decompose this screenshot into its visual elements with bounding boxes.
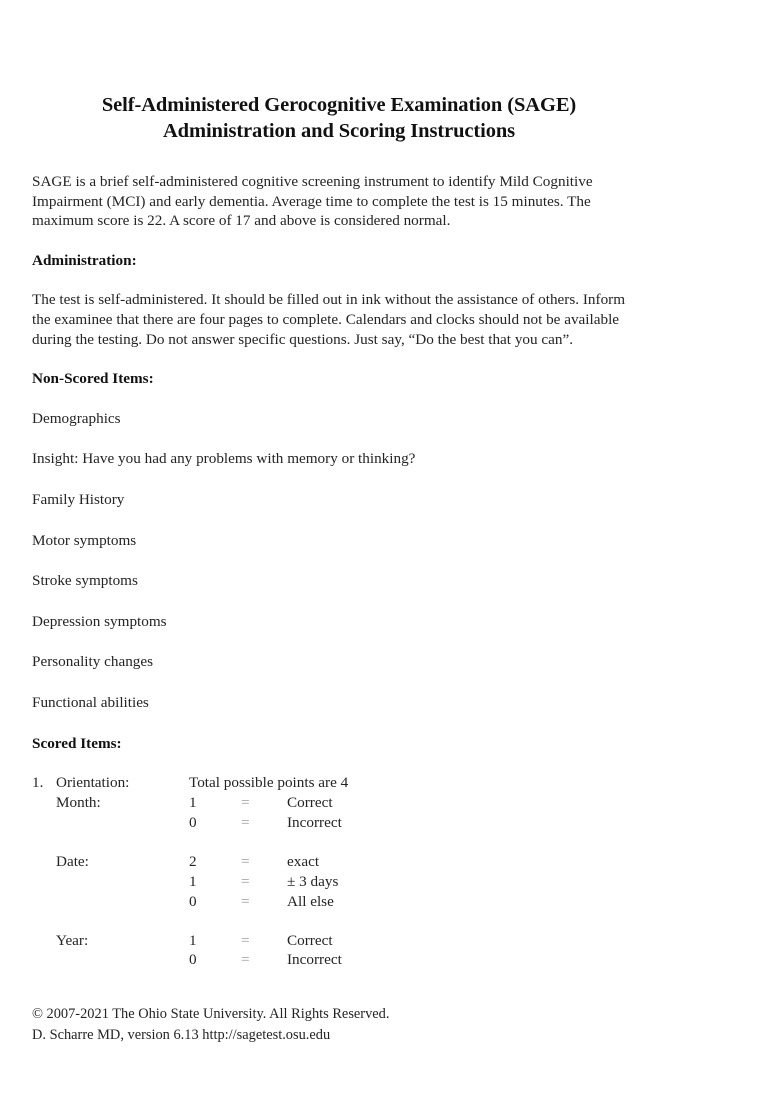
page-title-line-1: Self-Administered Gerocognitive Examination (SAGE) — [101, 94, 577, 116]
score-description: Correct — [287, 794, 333, 811]
score-value: 2 — [189, 852, 197, 870]
equals-sign: = — [241, 931, 250, 949]
list-item: Depression symptoms — [32, 612, 167, 630]
scored-items-heading: Scored Items: — [32, 734, 122, 752]
score-value: 0 — [189, 892, 197, 910]
page-title — [32, 92, 646, 144]
page-footer — [32, 1004, 652, 1045]
list-item: Stroke symptoms — [32, 572, 138, 590]
table-row — [32, 892, 646, 912]
footer-copyright: © 2007-2021 The Ohio State University. All Rights Reserved. — [32, 1006, 390, 1022]
score-description: exact — [287, 852, 320, 870]
score-group-label: Month: — [56, 794, 101, 811]
footer-attribution: D. Scharre MD, version 6.13 http://sagetest.osu.edu — [32, 1026, 331, 1043]
score-description: Incorrect — [287, 813, 342, 831]
score-group-label: Date: — [56, 852, 89, 870]
non-scored-items-heading: Non-Scored Items: — [32, 370, 154, 388]
list-item: Personality changes — [32, 653, 154, 671]
equals-sign: = — [241, 951, 250, 969]
equals-sign: = — [241, 813, 250, 831]
score-description: All else — [287, 892, 334, 910]
table-row — [32, 813, 646, 833]
table-row — [32, 852, 646, 872]
score-value: 0 — [189, 951, 197, 969]
page-title-line-2: Administration and Scoring Instructions — [162, 120, 516, 142]
scored-items-table — [32, 773, 646, 970]
list-item: Family History — [32, 490, 125, 508]
score-value: 1 — [189, 794, 197, 811]
score-value: 1 — [189, 931, 197, 949]
scored-item-total-points: Total possible points are 4 — [189, 774, 349, 792]
table-row — [32, 950, 646, 970]
intro-paragraph: SAGE is a brief self-administered cognitive screening instrument to identify Mild Cognitive Impairment (MCI) and early dementia. Average time to complete the test is 15 minutes. The maximum score is 22. A score of 17 and above is considered normal. — [32, 173, 593, 230]
score-description: ± 3 days — [287, 872, 339, 890]
list-item: Motor symptoms — [32, 531, 137, 549]
equals-sign: = — [241, 892, 250, 910]
score-value: 0 — [189, 813, 197, 831]
administration-paragraph: The test is self-administered. It should be filled out in ink without the assistance of others. Inform the examinee that there are four pages to complete. Calendars and clocks should not be available during the testing. Do not answer specific questions. Just say, “Do the best that you can”. — [32, 291, 626, 348]
score-description: Incorrect — [287, 951, 342, 969]
scored-item-label: Orientation: — [56, 774, 130, 792]
scored-item-marker: 1. — [32, 774, 44, 792]
equals-sign: = — [241, 852, 250, 870]
table-row — [32, 793, 646, 813]
table-row — [32, 931, 646, 951]
equals-sign: = — [241, 872, 250, 890]
administration-heading: Administration: — [32, 251, 137, 269]
score-value: 1 — [189, 872, 197, 890]
score-group-label: Year: — [56, 931, 89, 949]
list-item: Functional abilities — [32, 693, 149, 711]
equals-sign: = — [241, 794, 250, 811]
list-item: Insight: Have you had any problems with memory or thinking? — [32, 450, 416, 468]
score-description: Correct — [287, 931, 333, 949]
list-item: Demographics — [32, 409, 121, 427]
table-row — [32, 773, 646, 793]
table-row — [32, 872, 646, 892]
document-content — [32, 92, 646, 970]
